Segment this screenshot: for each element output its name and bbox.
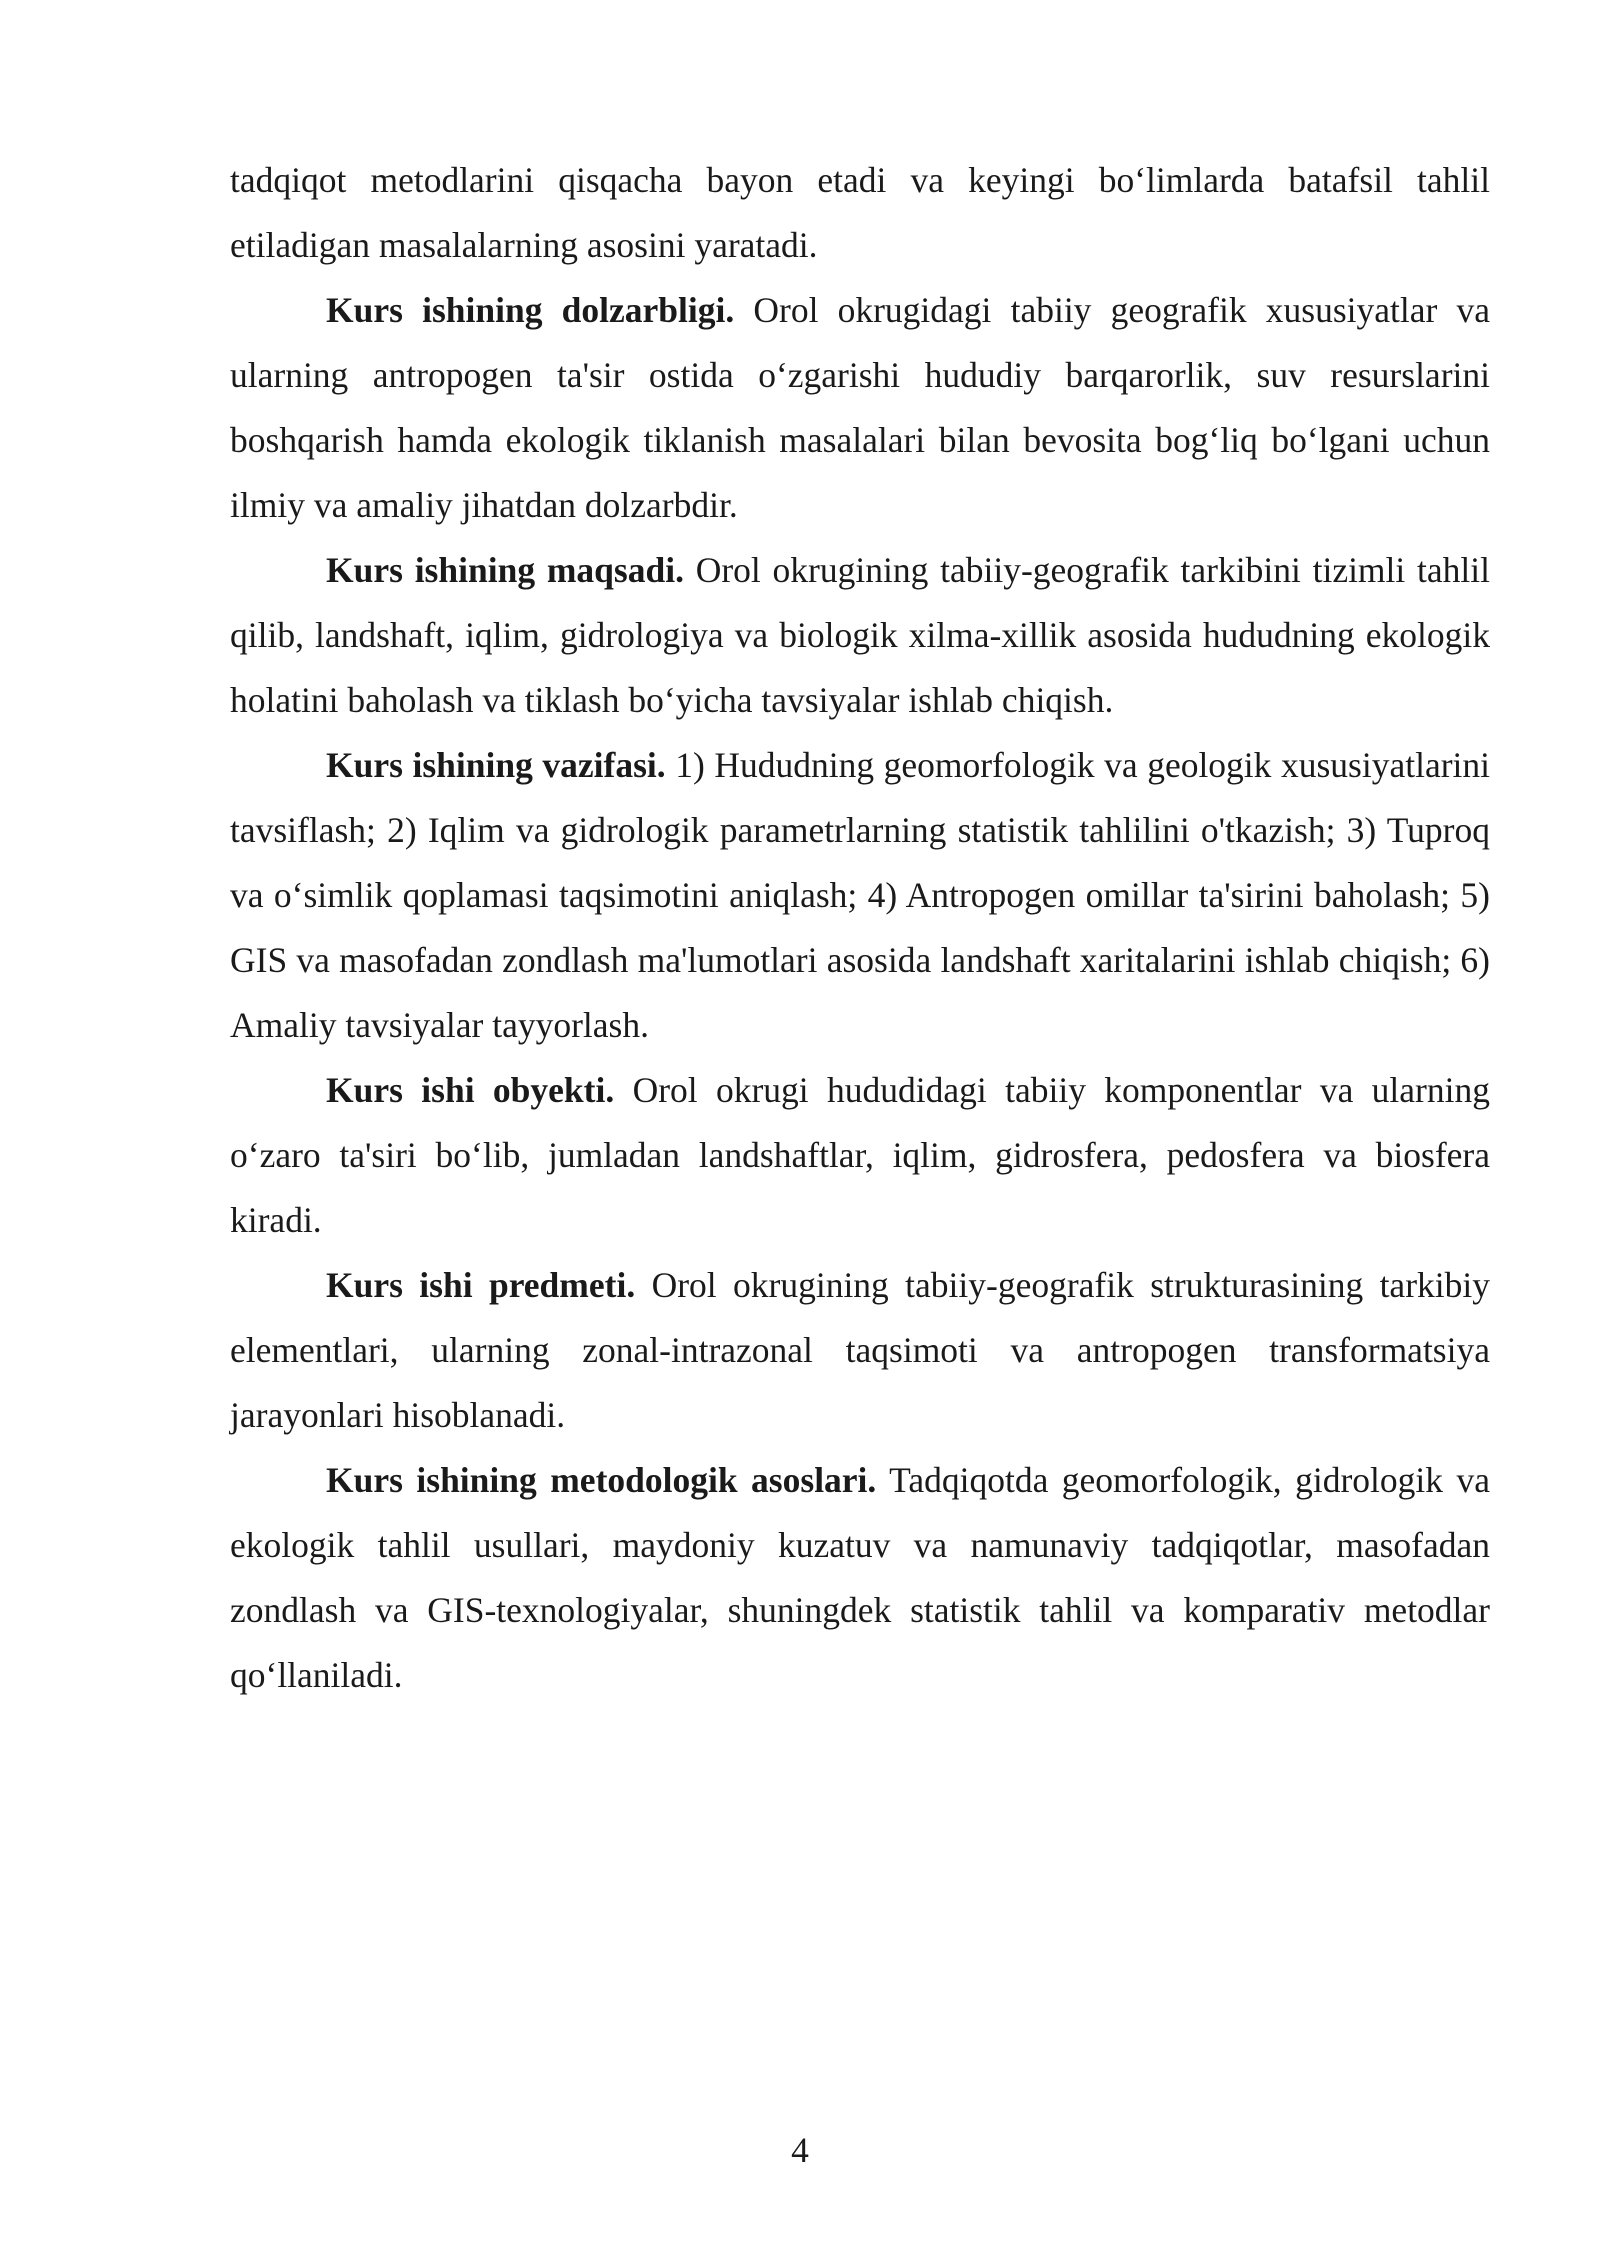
paragraph-text: tadqiqot metodlarini qisqacha bayon etadi va keyingi bo‘limlarda batafsil tahlil etiladigan masalalarning asosini yaratadi. bbox=[230, 160, 1490, 265]
paragraph-text: 1) Hududning geomorfologik va geologik xususiyatlarini tavsiflash; 2) Iqlim va gidrologik parametrlarning statistik tahlilini o'tkazish; 3) Tuproq va o‘simlik qoplamasi taqsimotini aniqlash; 4) Antropogen omillar ta'sirini baholash; 5) GIS va masofadan zondlash ma'lumotlari asosida landshaft xaritalarini ishlab chiqish; 6) Amaliy tavsiyalar tayyorlash. bbox=[230, 745, 1490, 1045]
paragraph-text: Orol okrugining tabiiy-geografik strukturasining tarkibiy elementlari, ularning zonal-intrazonal taqsimoti va antropogen transformatsiya jarayonlari hisoblanadi. bbox=[230, 1265, 1490, 1435]
paragraph-heading: Kurs ishi obyekti. bbox=[326, 1070, 615, 1110]
page-number: 4 bbox=[791, 2130, 809, 2170]
paragraph-heading: Kurs ishining maqsadi. bbox=[326, 550, 684, 590]
paragraph-relevance bbox=[230, 278, 1490, 538]
paragraph-text: Orol okrugining tabiiy-geografik tarkibini tizimli tahlil qilib, landshaft, iqlim, gidrologiya va biologik xilma-xillik asosida hududning ekologik holatini baholash va tiklash bo‘yicha tavsiyalar ishlab chiqish. bbox=[230, 550, 1490, 720]
document-body bbox=[230, 148, 1490, 1708]
paragraph-intro-continuation bbox=[230, 148, 1490, 278]
paragraph-heading: Kurs ishining vazifasi. bbox=[326, 745, 666, 785]
paragraph-text: Tadqiqotda geomorfologik, gidrologik va ekologik tahlil usullari, maydoniy kuzatuv va namunaviy tadqiqotlar, masofadan zondlash va GIS-texnologiyalar, shuningdek statistik tahlil va komparativ metodlar qo‘llaniladi. bbox=[230, 1460, 1490, 1695]
paragraph-heading: Kurs ishining metodologik asoslari. bbox=[326, 1460, 877, 1500]
paragraph-text: Orol okrugi hududidagi tabiiy komponentlar va ularning o‘zaro ta'siri bo‘lib, jumladan landshaftlar, iqlim, gidrosfera, pedosfera va biosfera kiradi. bbox=[230, 1070, 1490, 1240]
paragraph-heading: Kurs ishining dolzarbligi. bbox=[326, 290, 735, 330]
paragraph-heading: Kurs ishi predmeti. bbox=[326, 1265, 636, 1305]
paragraph-text: Orol okrugidagi tabiiy geografik xususiyatlar va ularning antropogen ta'sir ostida o‘zgarishi hududiy barqarorlik, suv resurslarini boshqarish hamda ekologik tiklanish masalalari bilan bevosita bog‘liq bo‘lgani uchun ilmiy va amaliy jihatdan dolzarbdir. bbox=[230, 290, 1490, 525]
paragraph-methodology bbox=[230, 1448, 1490, 1708]
paragraph-goal bbox=[230, 538, 1490, 733]
paragraph-subject bbox=[230, 1253, 1490, 1448]
paragraph-tasks bbox=[230, 733, 1490, 1058]
paragraph-object bbox=[230, 1058, 1490, 1253]
